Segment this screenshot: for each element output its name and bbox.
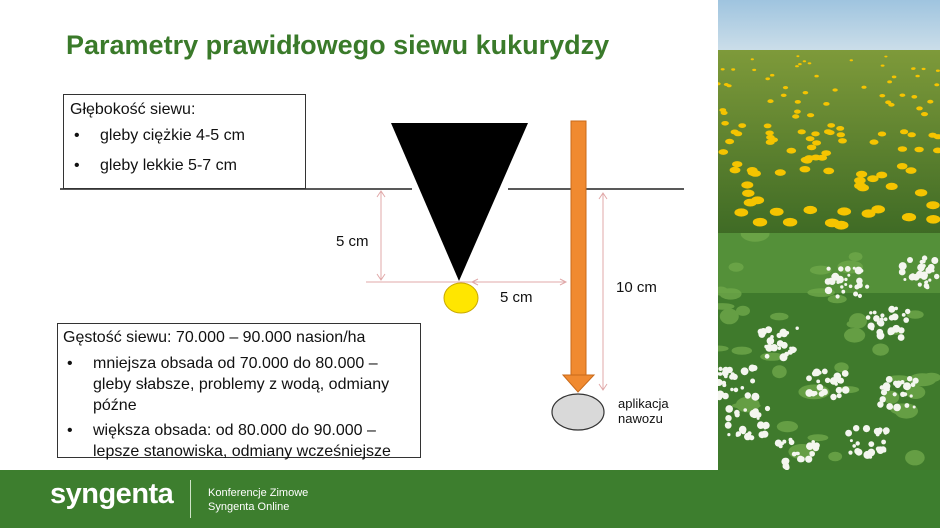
slide-title: Parametry prawidłowego siewu kukurydzy xyxy=(66,30,610,60)
white-blossom-photo xyxy=(718,233,940,470)
fertilizer-label-line2: nawozu xyxy=(618,411,663,426)
footer-caption xyxy=(208,486,308,514)
list-item: • większa obsada: od 80.000 do 90.000 – lepsze stanowiska, odmiany wcześniejsze xyxy=(63,420,420,462)
list-item: • mniejsza obsada od 70.000 do 80.000 – gleby słabsze, problemy z wodą, odmiany późne xyxy=(63,353,420,416)
fertilizer-depth-label: 10 cm xyxy=(616,279,657,296)
footer-bar xyxy=(0,470,940,528)
footer-divider xyxy=(190,480,191,518)
sowing-density-box xyxy=(57,323,421,458)
dandelion-meadow-photo xyxy=(718,0,940,233)
sowing-density-heading: Gęstość siewu: 70.000 – 90.000 nasion/ha xyxy=(63,329,366,346)
white-blossom-image xyxy=(718,233,940,470)
seeder-coulter-shape xyxy=(391,123,528,281)
dandelion-meadow-image xyxy=(718,0,940,233)
list-item: • gleby lekkie 5-7 cm xyxy=(70,151,305,181)
fertilizer-shape xyxy=(552,394,604,430)
sowing-depth-box xyxy=(63,94,306,189)
sowing-depth-list xyxy=(70,121,305,181)
fertilizer-label xyxy=(618,396,669,426)
syngenta-logo: syngenta xyxy=(50,478,174,510)
fertilizer-arrow-head xyxy=(563,375,594,392)
list-item: • gleby ciężkie 4-5 cm xyxy=(70,121,305,151)
sowing-density-list xyxy=(63,353,420,462)
depth-label: 5 cm xyxy=(336,233,369,250)
fertilizer-arrow-shaft xyxy=(571,121,586,375)
seed-shape xyxy=(444,283,478,313)
footer-line1: Konferencje Zimowe xyxy=(208,487,309,499)
sowing-depth-heading: Głębokość siewu: xyxy=(70,101,196,118)
fertilizer-label-line1: aplikacja xyxy=(618,396,669,411)
footer-line2: Syngenta Online xyxy=(208,501,290,513)
distance-label: 5 cm xyxy=(500,289,533,306)
